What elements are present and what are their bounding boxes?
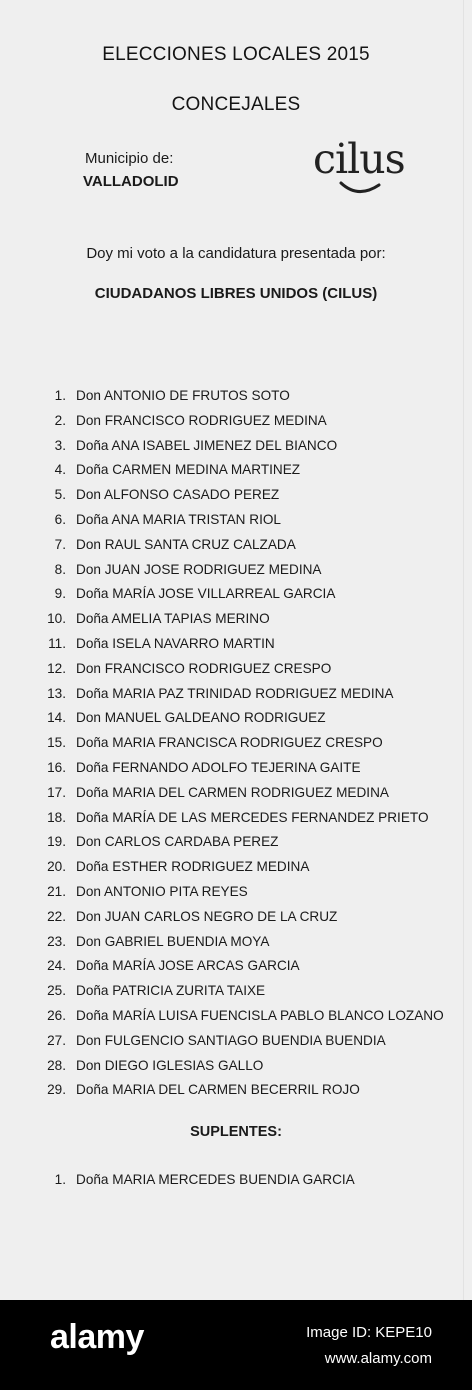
candidate-name: Don FULGENCIO SANTIAGO BUENDIA BUENDIA xyxy=(76,1032,386,1048)
candidate-number: 1. xyxy=(54,388,66,403)
candidate-name: Don GABRIEL BUENDIA MOYA xyxy=(76,933,270,949)
ballot-subtitle: CONCEJALES xyxy=(171,94,301,115)
suplentes-list xyxy=(0,1168,472,1193)
candidate-item xyxy=(0,458,472,483)
candidate-name: Doña MARÍA JOSE ARCAS GARCIA xyxy=(76,958,300,974)
candidate-item xyxy=(0,880,472,905)
candidate-name: Doña AMELIA TAPIAS MERINO xyxy=(76,611,270,627)
candidate-name: Don MANUEL GALDEANO RODRIGUEZ xyxy=(76,710,326,726)
candidate-name: Doña ANA MARIA TRISTAN RIOL xyxy=(76,511,281,527)
candidate-number: 8. xyxy=(54,561,66,577)
candidate-number: 17. xyxy=(47,784,66,800)
candidate-name: Doña ANA ISABEL JIMENEZ DEL BIANCO xyxy=(76,437,338,453)
candidate-item xyxy=(0,409,472,434)
candidate-item xyxy=(0,731,472,756)
cilus-logo-text: cilus xyxy=(313,135,405,183)
candidate-item xyxy=(0,1004,472,1029)
candidate-item xyxy=(0,706,472,731)
candidate-number: 29. xyxy=(47,1082,66,1098)
image-id: Image ID: KEPE10 xyxy=(306,1324,432,1341)
candidate-name: Doña MARIA MERCEDES BUENDIA GARCIA xyxy=(76,1172,355,1187)
candidate-item xyxy=(0,533,472,558)
candidate-number: 3. xyxy=(54,437,66,453)
candidate-name: Don CARLOS CARDABA PEREZ xyxy=(76,834,279,850)
candidate-name: Doña ESTHER RODRIGUEZ MEDINA xyxy=(76,859,310,875)
candidate-item xyxy=(0,1029,472,1054)
candidate-name: Doña MARÍA JOSE VILLARREAL GARCIA xyxy=(76,586,336,602)
candidate-item xyxy=(0,434,472,459)
candidate-number: 10. xyxy=(47,611,66,627)
candidate-number: 27. xyxy=(47,1032,66,1048)
candidate-name: Doña FERNANDO ADOLFO TEJERINA GAITE xyxy=(76,759,361,775)
suplentes-heading: SUPLENTES: xyxy=(190,1124,282,1140)
candidate-number: 23. xyxy=(47,933,66,949)
watermark-footer xyxy=(0,1300,472,1390)
municipality-name: VALLADOLID xyxy=(83,173,179,190)
candidate-name: Doña MARÍA LUISA FUENCISLA PABLO BLANCO LOZANO xyxy=(76,1007,444,1023)
candidate-name: Don JUAN JOSE RODRIGUEZ MEDINA xyxy=(76,561,322,577)
candidate-name: Don ANTONIO PITA REYES xyxy=(76,883,248,899)
candidate-item xyxy=(0,979,472,1004)
candidate-name: Doña MARIA FRANCISCA RODRIGUEZ CRESPO xyxy=(76,735,383,751)
candidate-item xyxy=(0,607,472,632)
candidate-item xyxy=(0,483,472,508)
candidate-item xyxy=(0,508,472,533)
candidate-item xyxy=(0,657,472,682)
candidate-number: 18. xyxy=(47,809,66,825)
candidate-number: 22. xyxy=(47,908,66,924)
candidate-name: Doña PATRICIA ZURITA TAIXE xyxy=(76,983,266,999)
candidate-name: Don FRANCISCO RODRIGUEZ CRESPO xyxy=(76,660,332,676)
candidate-item xyxy=(0,384,472,409)
candidate-name: Doña MARIA PAZ TRINIDAD RODRIGUEZ MEDINA xyxy=(76,685,394,701)
candidate-item xyxy=(0,582,472,607)
candidate-item xyxy=(0,855,472,880)
candidate-name: Don DIEGO IGLESIAS GALLO xyxy=(76,1057,264,1073)
candidate-name: Don RAUL SANTA CRUZ CALZADA xyxy=(76,536,296,552)
ballot-title: ELECCIONES LOCALES 2015 xyxy=(102,44,370,65)
candidate-item xyxy=(0,930,472,955)
candidate-item xyxy=(0,682,472,707)
candidate-item xyxy=(0,781,472,806)
candidate-number: 11. xyxy=(48,635,66,651)
candidate-number: 19. xyxy=(47,834,66,850)
party-name: CIUDADANOS LIBRES UNIDOS (CILUS) xyxy=(94,285,378,302)
site-url: www.alamy.com xyxy=(324,1350,432,1367)
candidate-item xyxy=(0,756,472,781)
candidate-number: 26. xyxy=(47,1007,66,1023)
candidate-name: Don JUAN CARLOS NEGRO DE LA CRUZ xyxy=(76,908,338,924)
candidate-number: 5. xyxy=(54,487,66,503)
candidate-number: 24. xyxy=(47,958,66,974)
candidate-name: Doña CARMEN MEDINA MARTINEZ xyxy=(76,462,301,478)
candidate-number: 25. xyxy=(47,983,66,999)
candidate-item xyxy=(0,632,472,657)
candidate-number: 12. xyxy=(47,660,66,676)
suplente-item xyxy=(0,1168,472,1193)
candidate-item xyxy=(0,954,472,979)
candidate-name: Doña ISELA NAVARRO MARTIN xyxy=(76,635,275,651)
alamy-logo: alamy xyxy=(50,1318,144,1356)
cilus-logo xyxy=(313,135,413,203)
candidate-number: 1. xyxy=(54,1172,66,1187)
candidate-number: 15. xyxy=(47,735,66,751)
municipality-label: Municipio de: xyxy=(85,150,174,167)
candidate-name: Doña MARÍA DE LAS MERCEDES FERNANDEZ PRIETO xyxy=(76,809,429,825)
candidate-number: 14. xyxy=(47,710,66,726)
candidate-number: 9. xyxy=(54,586,66,602)
candidate-number: 13. xyxy=(47,685,66,701)
candidate-list xyxy=(0,384,472,1103)
candidate-number: 7. xyxy=(54,536,66,552)
candidate-item xyxy=(0,558,472,583)
candidate-number: 6. xyxy=(54,511,66,527)
candidate-number: 2. xyxy=(54,412,66,428)
candidate-item xyxy=(0,1054,472,1079)
candidate-item xyxy=(0,806,472,831)
candidate-name: Don ALFONSO CASADO PEREZ xyxy=(76,487,280,503)
candidate-name: Don ANTONIO DE FRUTOS SOTO xyxy=(76,388,290,403)
candidate-number: 28. xyxy=(47,1057,66,1073)
candidate-name: Doña MARIA DEL CARMEN BECERRIL ROJO xyxy=(76,1082,360,1098)
candidate-name: Don FRANCISCO RODRIGUEZ MEDINA xyxy=(76,412,327,428)
candidate-item xyxy=(0,830,472,855)
candidate-item xyxy=(0,1078,472,1103)
candidate-item xyxy=(0,905,472,930)
vote-statement: Doy mi voto a la candidatura presentada por: xyxy=(86,245,386,262)
candidate-number: 4. xyxy=(54,462,66,478)
candidate-number: 21. xyxy=(47,883,66,899)
candidate-name: Doña MARIA DEL CARMEN RODRIGUEZ MEDINA xyxy=(76,784,389,800)
candidate-number: 20. xyxy=(47,859,66,875)
logo-swoosh-icon xyxy=(313,179,413,201)
candidate-number: 16. xyxy=(47,759,66,775)
